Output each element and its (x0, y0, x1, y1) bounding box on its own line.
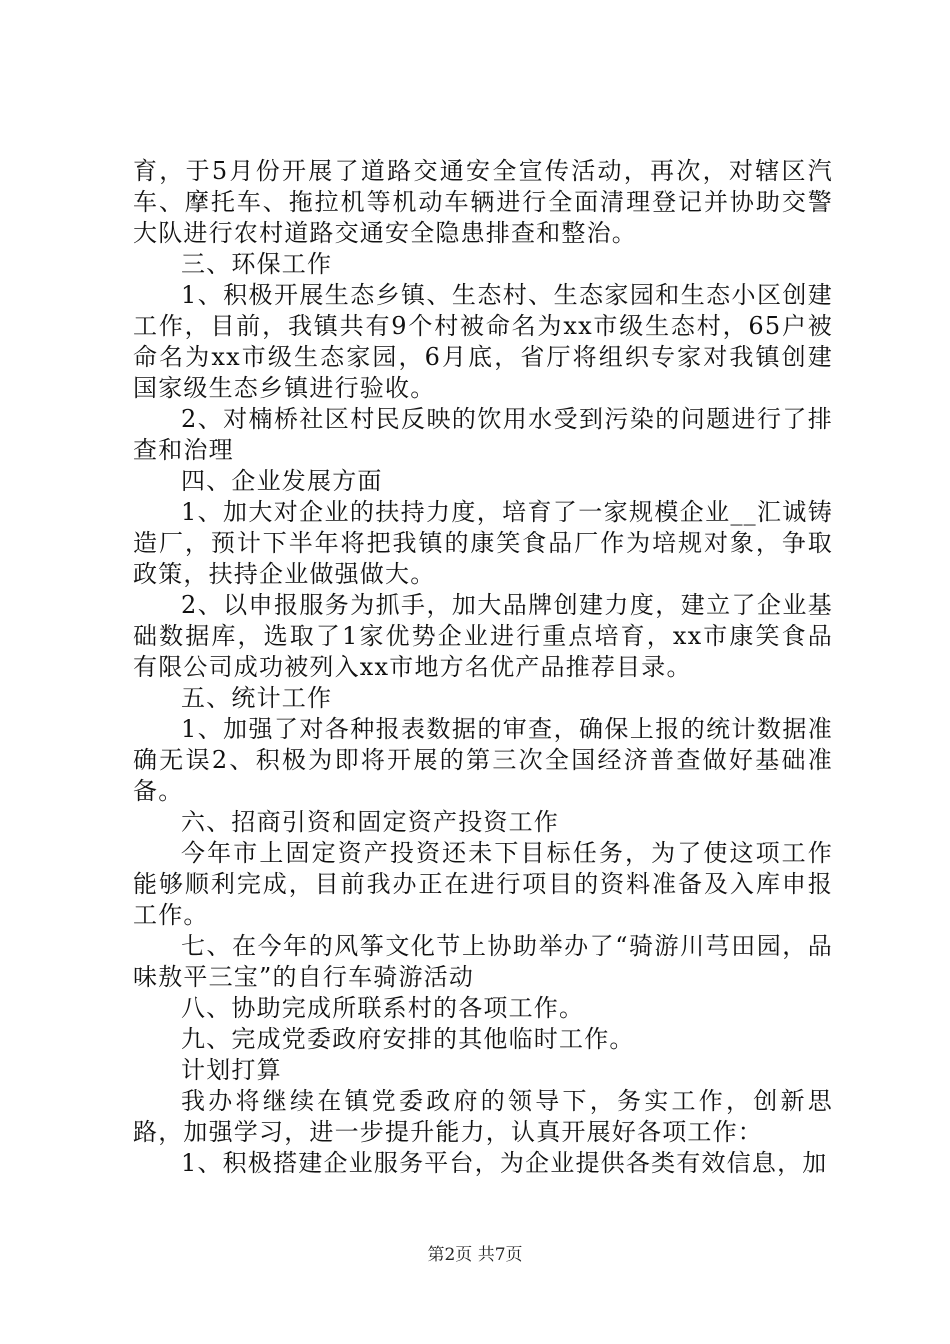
paragraph-brand-building: 2、以申报服务为抓手，加大品牌创建力度，建立了企业基础数据库，选取了1家优势企业进行重点培育，xx市康笑食品有限公司成功被列入xx市地方名优产品推荐目录。 (133, 591, 833, 681)
paragraph-kite-festival: 七、在今年的风筝文化节上协助举办了“骑游川芎田园，品味敖平三宝”的自行车骑游活动 (133, 932, 833, 991)
document-body (133, 156, 833, 1179)
section-heading-plan: 计划打算 (181, 1056, 282, 1084)
section-heading-enterprise: 四、企业发展方面 (181, 467, 383, 495)
paragraph-plan-item-1: 1、积极搭建企业服务平台，为企业提供各类有效信息，加 (181, 1149, 828, 1177)
paragraph-ecology-creation: 1、积极开展生态乡镇、生态村、生态家园和生态小区创建工作，目前，我镇共有9个村被命名为xx市级生态村，65户被命名为xx市级生态家园，6月底，省厅将组织专家对我镇创建国家级生态乡镇进行验收。 (133, 281, 833, 402)
paragraph-statistics: 1、加强了对各种报表数据的审查，确保上报的统计数据准确无误2、积极为即将开展的第三次全国经济普查做好基础准备。 (133, 715, 833, 805)
paragraph-investment: 今年市上固定资产投资还未下目标任务，为了使这项工作能够顺利完成，目前我办正在进行项目的资料准备及入库申报工作。 (133, 839, 833, 929)
paragraph-1: 育，于5月份开展了道路交通安全宣传活动，再次，对辖区汽车、摩托车、拖拉机等机动车辆进行全面清理登记并协助交警大队进行农村道路交通安全隐患排查和整治。 (133, 157, 833, 247)
paragraph-plan-intro: 我办将继续在镇党委政府的领导下，务实工作，创新思路，加强学习，进一步提升能力，认真开展好各项工作： (133, 1087, 833, 1146)
paragraph-temporary-work: 九、完成党委政府安排的其他临时工作。 (181, 1025, 635, 1053)
section-heading-investment: 六、招商引资和固定资产投资工作 (181, 808, 559, 836)
paragraph-village-work: 八、协助完成所联系村的各项工作。 (181, 994, 585, 1022)
section-heading-environment: 三、环保工作 (181, 250, 333, 278)
section-heading-statistics: 五、统计工作 (181, 684, 333, 712)
paragraph-enterprise-support: 1、加大对企业的扶持力度，培育了一家规模企业__汇诚铸造厂，预计下半年将把我镇的康笑食品厂作为培规对象，争取政策，扶持企业做强做大。 (133, 498, 833, 588)
paragraph-water-pollution: 2、对楠桥社区村民反映的饮用水受到污染的问题进行了排查和治理 (133, 405, 833, 464)
page-number-footer: 第2页 共7页 (427, 1245, 523, 1265)
